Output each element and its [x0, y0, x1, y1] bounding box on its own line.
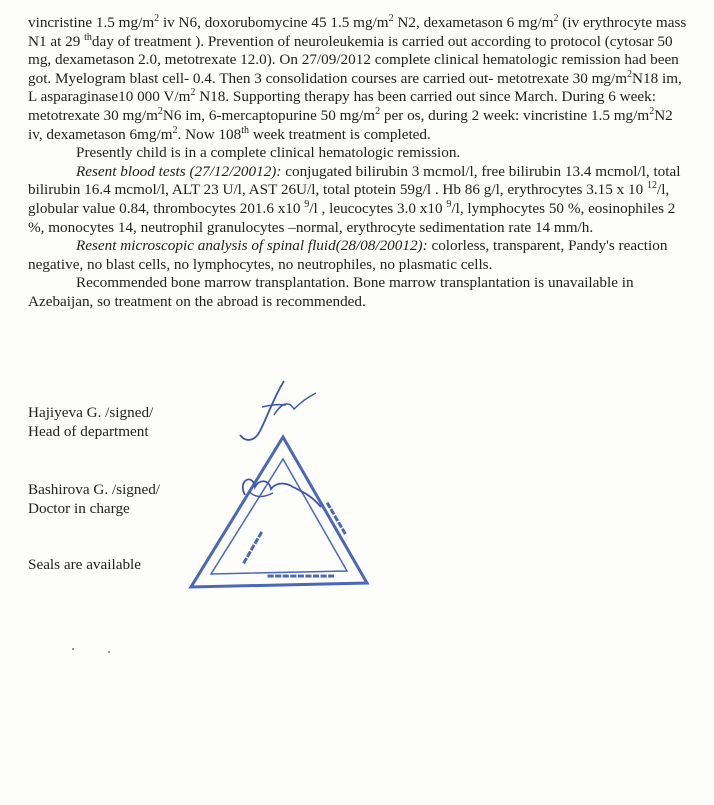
blood-tests-text: conjugated bilirubin 3 mcmol/l, free bilirubin 13.4 mcmol/l, total bilirubin 16.4 mcmol/l, ALT 23 U/l, AST 26U/l, total ptotein 59g/l . Hb 86 g/l, erythrocytes 3.15 x 10 $^{12}$/l, globular value 0.84, thrombocytes 201.6 x10 $^9$/l , leucocytes 3.0 x10 $^9$/l, lymphocytes 50 %, eosinophiles 2 %, monocytes 14, neutrophil granulocytes –normal, erythrocyte sedimentation rate 14 mm/h. [28, 162, 681, 236]
signatory-doctor [28, 481, 160, 518]
superscript: 2 [375, 105, 381, 117]
official-seal-stamp [175, 375, 375, 595]
superscript: 9 [446, 198, 452, 210]
seals-note: Seals are available [28, 556, 142, 573]
signatory-doctor-name: Bashirova G. /signed/ [28, 481, 161, 498]
speck [108, 651, 110, 653]
paragraph-blood-tests [28, 163, 688, 237]
spinal-fluid-heading: Resent microscopic analysis of spinal fluid(28/08/20012): [76, 237, 428, 255]
spinal-fluid-text: colorless, transparent, Pandy's reaction negative, no blast cells, no lymphocytes, no neutrophiles, no plasmatic cells. [28, 237, 668, 273]
blood-tests-heading: Resent blood tests (27/12/20012): [76, 162, 282, 180]
signatory-head-role: Head of department [28, 422, 149, 440]
signatory-doctor-role: Doctor in charge [28, 499, 130, 517]
paragraph-spinal-fluid [28, 237, 688, 274]
signatory-head [28, 404, 153, 441]
superscript: 2 [553, 13, 559, 24]
document-body [28, 14, 688, 312]
superscript: 9 [304, 198, 310, 210]
signatory-head-name: Hajiyeva G. /signed/ [28, 404, 154, 421]
superscript: 2 [190, 87, 196, 99]
svg-text:▬▬▬▬▬: ▬▬▬▬▬ [323, 499, 350, 537]
paragraph-treatment: vincristine 1.5 $mg/m^2$ iv N6, doxorubomycine 45 1.5 $mg/m^2$ N2, dexametason 6 $mg/m^2$ (iv erythrocyte mass N1 at 29 $^{th}$day of treatment ). Prevention of neuroleukemia is carried out according to protocol (cytosar 50 mg, dexametason 2.0, metotrexate 12.0). On 27/09/2012 complete clinical hematologic remission had been got. Myelogram blast cell- 0.4. Then 3 consolidation courses are carried out- metotrexate 30 $mg/m^2N18$ im, L asparaginase10 000 $V/m^2$ N18. Supporting therapy has been carried out since March. During 6 week: metotrexate 30 $mg/m^2N6$ im, 6-mercaptopurine 50 $mg/m^2$ per os, during 2 week: vincristine 1.5 $mg/m^2N2$ iv, dexametason $6mg/m^2$. Now 108th week treatment is completed. [28, 13, 687, 143]
svg-text:▬▬▬▬▬: ▬▬▬▬▬ [238, 528, 266, 566]
superscript: 2 [649, 105, 655, 117]
superscript: th [241, 124, 250, 136]
superscript: 12 [647, 180, 658, 192]
paragraph-remission: Presently child is in a complete clinical hematologic remission. [76, 144, 461, 162]
superscript: 2 [172, 124, 178, 136]
svg-text:▬▬▬▬▬▬▬▬▬: ▬▬▬▬▬▬▬▬▬ [266, 572, 335, 581]
paragraph-recommendation: Recommended bone marrow transplantation. Bone marrow transplantation is unavailable in Azebaijan, so treatment on the abroad is recommended. [28, 274, 634, 310]
superscript: 2 [388, 13, 394, 24]
superscript: 2 [154, 13, 160, 24]
speck [72, 648, 74, 650]
superscript: th [84, 31, 92, 43]
superscript: 2 [627, 68, 633, 80]
superscript: 2 [157, 105, 163, 117]
